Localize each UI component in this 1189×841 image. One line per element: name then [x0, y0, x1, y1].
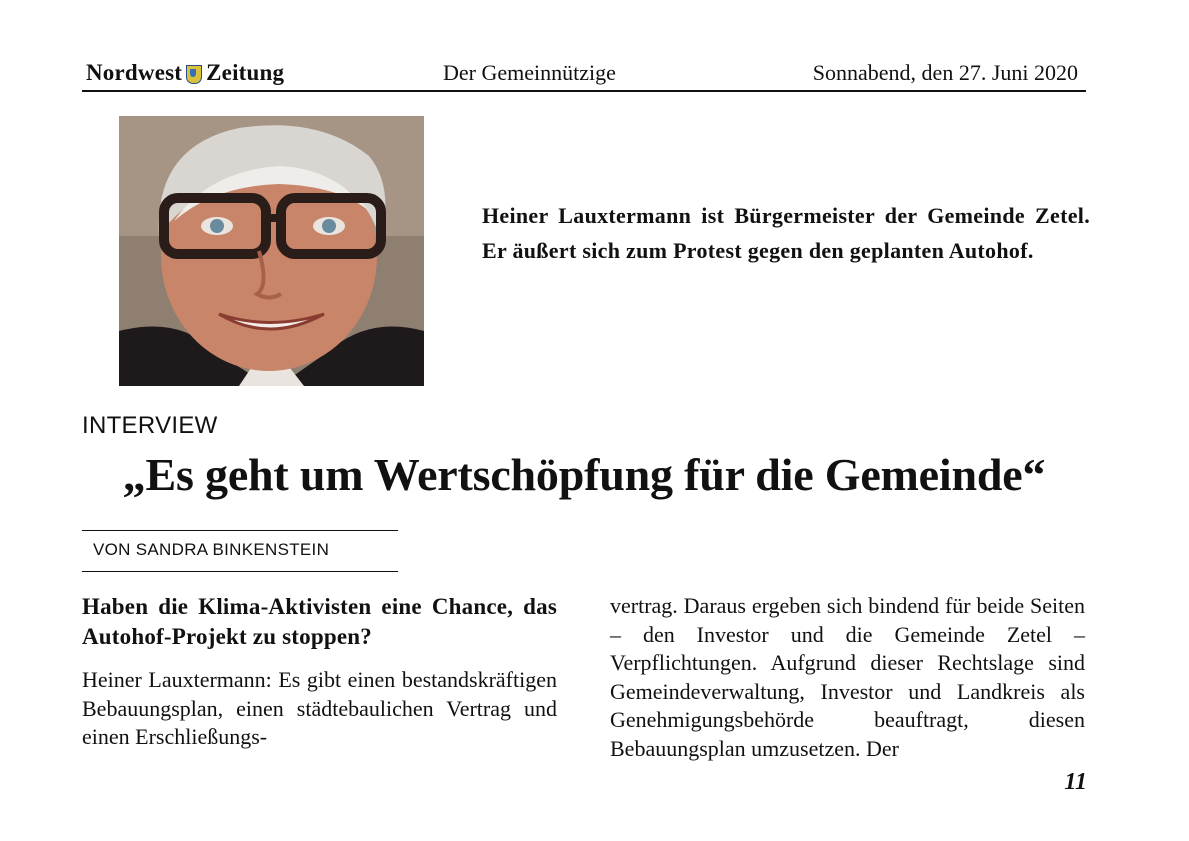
interview-question: Haben die Klima-Aktivisten eine Chance, das Autohof-Projekt zu stoppen?	[82, 594, 557, 649]
portrait-photo	[119, 116, 424, 386]
interview-answer-part-2: vertrag. Daraus ergeben sich bindend für beide Seiten – den Investor und die Gemeinde Zetel – Verpflichtungen. Aufgrund dieser Rechtslage sind Gemeindeverwaltung, Investor und Landkreis als Genehmigungsbehörde beauftragt, diesen Bebauungsplan umzusetzen. Der	[610, 593, 1085, 761]
newspaper-masthead	[86, 60, 284, 86]
photo-caption: Heiner Lauxtermann ist Bürgermeister der Gemeinde Zetel. Er äußert sich zum Protest gegen den geplanten Autohof.	[482, 203, 1090, 263]
article-kicker: INTERVIEW	[82, 412, 218, 439]
interview-answer-part-1: Heiner Lauxtermann: Es gibt einen bestandskräftigen Bebauungsplan, einen städtebaulichen Vertrag und einen Erschließungs-	[82, 667, 557, 749]
issue-date: Sonnabend, den 27. Juni 2020	[812, 60, 1078, 85]
page-header	[82, 56, 1086, 92]
masthead-left: Nordwest	[86, 60, 183, 85]
text-column-right	[610, 592, 1085, 763]
page-number: 11	[1064, 769, 1087, 795]
byline-box	[82, 530, 398, 572]
masthead-right: Zeitung	[206, 60, 285, 85]
section-title: Der Gemeinnützige	[443, 60, 616, 85]
author-byline: VON SANDRA BINKENSTEIN	[93, 540, 330, 559]
text-column-left	[82, 592, 557, 752]
article-headline: „Es geht um Wertschöpfung für die Gemeinde“	[122, 449, 1046, 500]
coat-of-arms-icon	[186, 65, 202, 84]
